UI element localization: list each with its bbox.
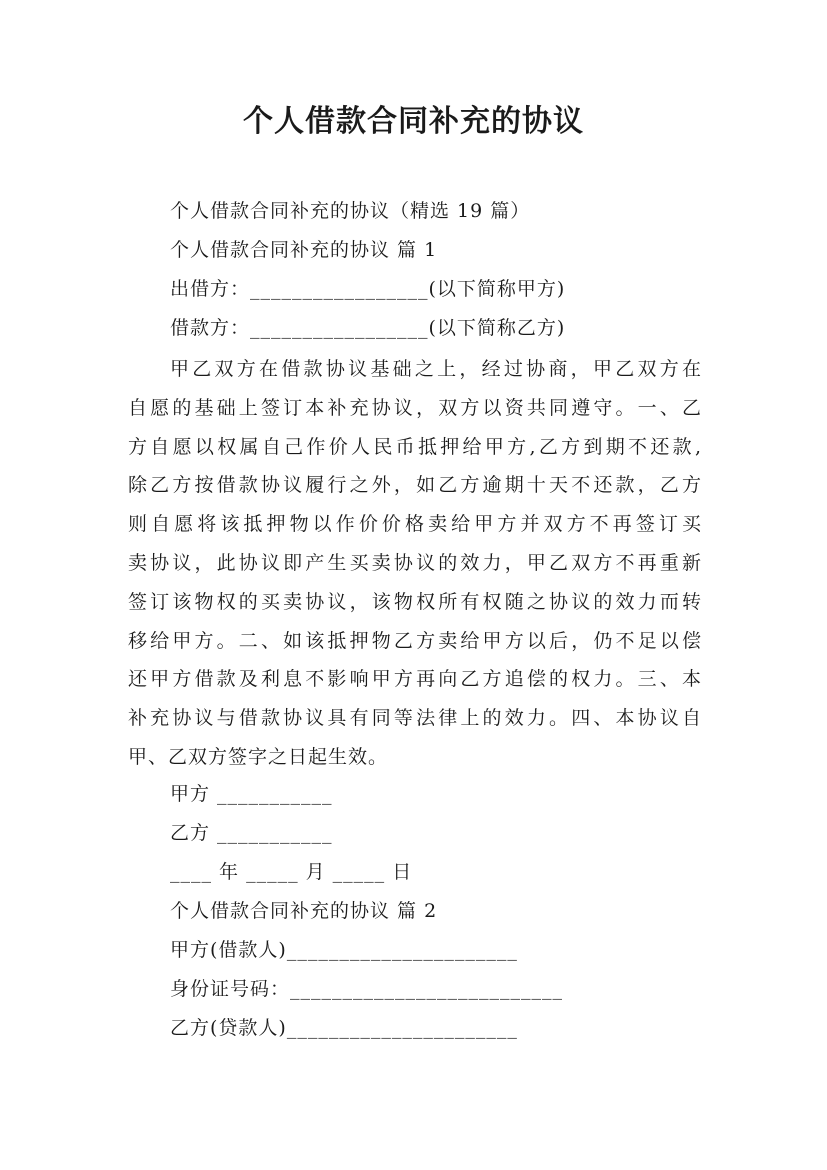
document-subtitle: 个人借款合同补充的协议（精选 19 篇） (170, 200, 531, 222)
id-number-line: 身份证号码：__________________________ (170, 978, 564, 1000)
body-row: 补充协议与借款协议具有同等法律上的效力。四、本协议自 (128, 707, 702, 730)
party-b-signature: 乙方 ___________ (170, 822, 333, 844)
party-b-lender-line: 乙方(贷款人)______________________ (170, 1017, 518, 1039)
lender-line: 出借方：_________________(以下简称甲方) (170, 278, 566, 300)
agreement-body (128, 350, 702, 777)
section-heading-2: 个人借款合同补充的协议 篇 2 (170, 900, 438, 922)
body-row: 除乙方按借款协议履行之外，如乙方逾期十天不还款，乙方 (128, 474, 702, 497)
party-a-borrower-line: 甲方(借款人)______________________ (170, 939, 518, 961)
body-row: 签订该物权的买卖协议，该物权所有权随之协议的效力而转 (128, 590, 702, 613)
body-row: 卖协议，此协议即产生买卖协议的效力，甲乙双方不再重新 (128, 551, 702, 574)
party-a-signature: 甲方 ___________ (170, 783, 333, 805)
section-heading-1: 个人借款合同补充的协议 篇 1 (170, 239, 438, 261)
body-row: 甲乙双方在借款协议基础之上，经过协商，甲乙双方在 (170, 358, 702, 380)
body-row: 甲、乙双方签字之日起生效。 (128, 745, 389, 768)
document-title: 个人借款合同补充的协议 (243, 104, 584, 139)
borrower-line: 借款方：_________________(以下简称乙方) (170, 317, 566, 339)
body-row: 自愿的基础上签订本补充协议，双方以资共同遵守。一、乙 (128, 396, 702, 419)
body-row: 还甲方借款及利息不影响甲方再向乙方追偿的权力。三、本 (128, 668, 702, 691)
body-row: 移给甲方。二、如该抵押物乙方卖给甲方以后，仍不足以偿 (128, 629, 702, 652)
body-row: 则自愿将该抵押物以作价价格卖给甲方并双方不再签订买 (128, 513, 702, 536)
body-row: 方自愿以权属自己作价人民币抵押给甲方,乙方到期不还款, (128, 435, 702, 458)
date-line: ____ 年 _____ 月 _____ 日 (170, 861, 413, 883)
